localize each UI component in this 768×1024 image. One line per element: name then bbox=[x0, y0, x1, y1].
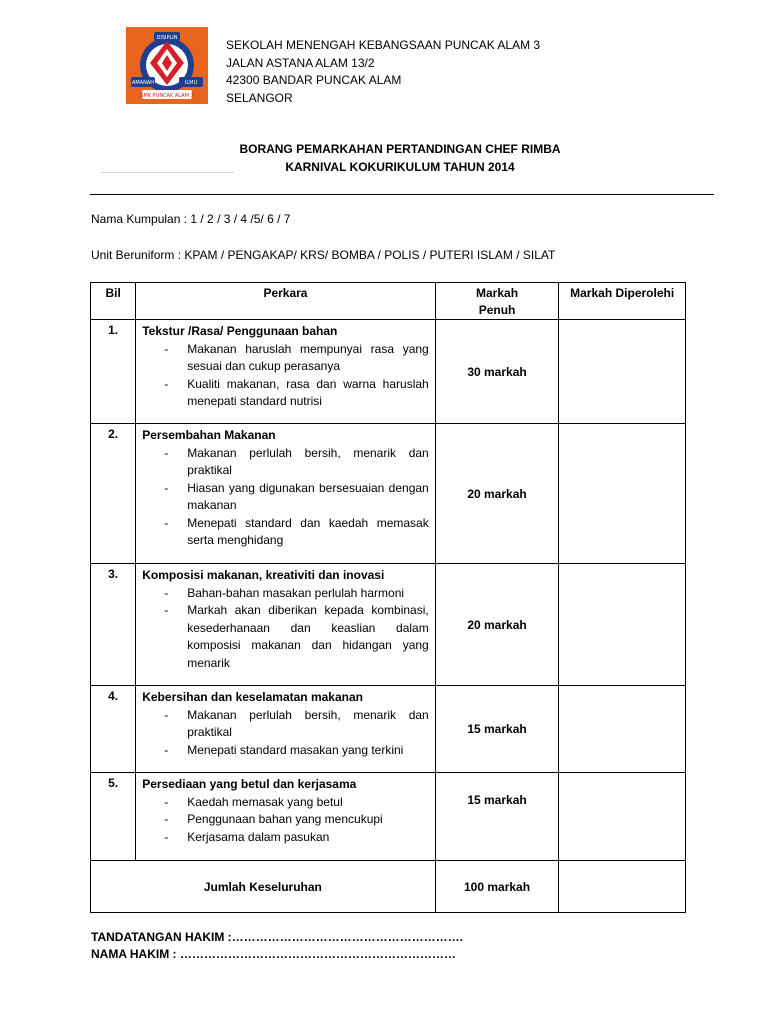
criteria-cell bbox=[136, 686, 436, 773]
form-title bbox=[190, 141, 610, 176]
criteria-item: - Kualiti makanan, rasa dan warna haruslah menepati standard nutrisi bbox=[142, 376, 429, 411]
group-field: Nama Kumpulan : 1 / 2 / 3 / 4 /5/ 6 / 7 bbox=[91, 212, 291, 226]
criteria-title: Persembahan Makanan bbox=[142, 428, 276, 442]
total-label: Jumlah Keseluruhan bbox=[91, 861, 436, 913]
unit-field: Unit Beruniform : KPAM / PENGAKAP/ KRS/ BOMBA / POLIS / PUTERI ISLAM / SILAT bbox=[91, 248, 556, 262]
svg-text:AMANAH: AMANAH bbox=[131, 80, 155, 86]
school-street: JALAN ASTANA ALAM 13/2 bbox=[226, 55, 375, 70]
full-marks-cell: 15 markah bbox=[435, 773, 559, 861]
criteria-item: - Menepati standard dan kaedah memasak serta menghidang bbox=[142, 515, 429, 550]
criteria-list bbox=[142, 707, 429, 760]
criteria-list bbox=[142, 794, 429, 847]
criteria-item: - Menepati standard masakan yang terkini bbox=[142, 742, 429, 760]
obtained-marks-cell[interactable] bbox=[559, 424, 686, 564]
school-state: SELANGOR bbox=[226, 90, 293, 105]
criteria-list bbox=[142, 445, 429, 550]
criteria-list bbox=[142, 585, 429, 673]
header-markah-penuh bbox=[435, 283, 559, 320]
header-markah-penuh-line-1: Markah bbox=[476, 286, 519, 300]
full-marks-cell: 20 markah bbox=[435, 564, 559, 686]
judge-signature-line: TANDATANGAN HAKIM :…………………………………………………. bbox=[91, 930, 463, 944]
school-name: SEKOLAH MENENGAH KEBANGSAAN PUNCAK ALAM 3 bbox=[226, 38, 541, 52]
criteria-cell bbox=[136, 424, 436, 564]
row-number: 5. bbox=[91, 773, 136, 861]
criteria-cell bbox=[136, 773, 436, 861]
school-address bbox=[226, 37, 540, 107]
svg-text:SMK PUNCAK ALAM 3: SMK PUNCAK ALAM 3 bbox=[140, 93, 194, 99]
svg-text:ILMU: ILMU bbox=[184, 80, 198, 86]
row-number: 1. bbox=[91, 320, 136, 424]
total-full-marks: 100 markah bbox=[435, 861, 559, 913]
criteria-title: Komposisi makanan, kreativiti dan inovasi bbox=[142, 568, 385, 582]
criteria-cell bbox=[136, 320, 436, 424]
criteria-item: - Makanan haruslah mempunyai rasa yang sesuai dan cukup perasanya bbox=[142, 341, 429, 376]
criteria-item: - Hiasan yang digunakan bersesuaian dengan makanan bbox=[142, 480, 429, 515]
criteria-cell bbox=[136, 564, 436, 686]
total-row bbox=[91, 861, 686, 913]
full-marks-cell: 30 markah bbox=[435, 320, 559, 424]
criteria-item: - Makanan perlulah bersih, menarik dan praktikal bbox=[142, 707, 429, 742]
school-postcode-city: 42300 BANDAR PUNCAK ALAM bbox=[226, 73, 402, 87]
judge-name-line: NAMA HAKIM : …………………………………………………………… bbox=[91, 947, 456, 961]
row-number: 4. bbox=[91, 686, 136, 773]
table-row bbox=[91, 320, 686, 424]
row-number: 2. bbox=[91, 424, 136, 564]
criteria-item: - Bahan-bahan masakan perlulah harmoni bbox=[142, 585, 429, 603]
criteria-item: - Penggunaan bahan yang mencukupi bbox=[142, 811, 429, 829]
obtained-marks-cell[interactable] bbox=[559, 564, 686, 686]
obtained-marks-cell[interactable] bbox=[559, 686, 686, 773]
marking-table bbox=[90, 282, 686, 913]
obtained-marks-cell[interactable] bbox=[559, 320, 686, 424]
full-marks-cell: 15 markah bbox=[435, 686, 559, 773]
form-title-line-2: KARNIVAL KOKURIKULUM TAHUN 2014 bbox=[285, 159, 515, 174]
table-header-row bbox=[91, 283, 686, 320]
criteria-title: Persediaan yang betul dan kerjasama bbox=[142, 777, 357, 791]
criteria-item: - Markah akan diberikan kepada kombinasi, kesederhanaan dan keaslian dalam komposisi makanan dan hidangan yang menarik bbox=[142, 602, 429, 672]
criteria-item: - Kerjasama dalam pasukan bbox=[142, 829, 429, 847]
table-row bbox=[91, 686, 686, 773]
header-markah-diperolehi: Markah Diperolehi bbox=[559, 283, 686, 320]
obtained-marks-cell[interactable] bbox=[559, 773, 686, 861]
table-row bbox=[91, 773, 686, 861]
criteria-item: - Kaedah memasak yang betul bbox=[142, 794, 429, 812]
table-row bbox=[91, 424, 686, 564]
full-marks-cell: 20 markah bbox=[435, 424, 559, 564]
table-row bbox=[91, 564, 686, 686]
criteria-item: - Makanan perlulah bersih, menarik dan praktikal bbox=[142, 445, 429, 480]
criteria-title: Kebersihan dan keselamatan makanan bbox=[142, 690, 363, 704]
form-title-line-1: BORANG PEMARKAHAN PERTANDINGAN CHEF RIMBA bbox=[239, 142, 561, 156]
header-perkara: Perkara bbox=[136, 283, 436, 320]
header-bil: Bil bbox=[91, 283, 136, 320]
header-markah-penuh-line-2: Penuh bbox=[478, 303, 516, 317]
header-rule bbox=[90, 194, 714, 195]
criteria-title: Tekstur /Rasa/ Penggunaan bahan bbox=[142, 324, 338, 338]
row-number: 3. bbox=[91, 564, 136, 686]
criteria-list bbox=[142, 341, 429, 411]
school-crest-logo bbox=[126, 27, 208, 104]
total-obtained-cell[interactable] bbox=[559, 861, 686, 913]
svg-text:DISIPLIN: DISIPLIN bbox=[156, 35, 178, 41]
